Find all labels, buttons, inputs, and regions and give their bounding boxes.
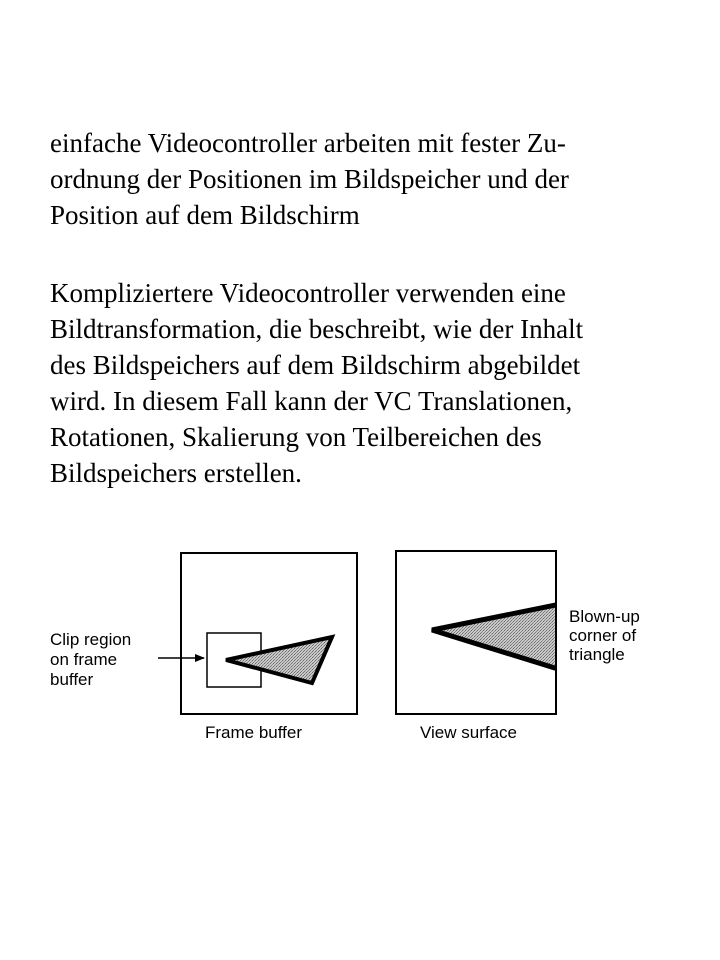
text-line: Position auf dem Bildschirm — [50, 200, 360, 230]
text-line: Kompliziertere Videocontroller verwenden eine — [50, 278, 566, 308]
blown-up-label: Blown-up corner of triangle — [569, 607, 640, 664]
text-line: ordnung der Positionen im Bildspeicher und der — [50, 164, 569, 194]
text-line: Rotationen, Skalierung von Teilbereichen des — [50, 422, 542, 452]
text-line: des Bildspeichers auf dem Bildschirm abgebildet — [50, 350, 581, 380]
text-line: wird. In diesem Fall kann der VC Translationen, — [50, 386, 573, 416]
text-line: Bildtransformation, die beschreibt, wie der Inhalt — [50, 314, 584, 344]
view-surface-caption: View surface — [420, 723, 518, 742]
text-line: einfache Videocontroller arbeiten mit fester Zu- — [50, 128, 566, 158]
frame-buffer-caption: Frame buffer — [205, 723, 303, 742]
text-line: Bildspeichers erstellen. — [50, 458, 302, 488]
triangle-shape — [226, 637, 332, 683]
clip-region-label: Clip region on frame buffer — [50, 630, 132, 689]
